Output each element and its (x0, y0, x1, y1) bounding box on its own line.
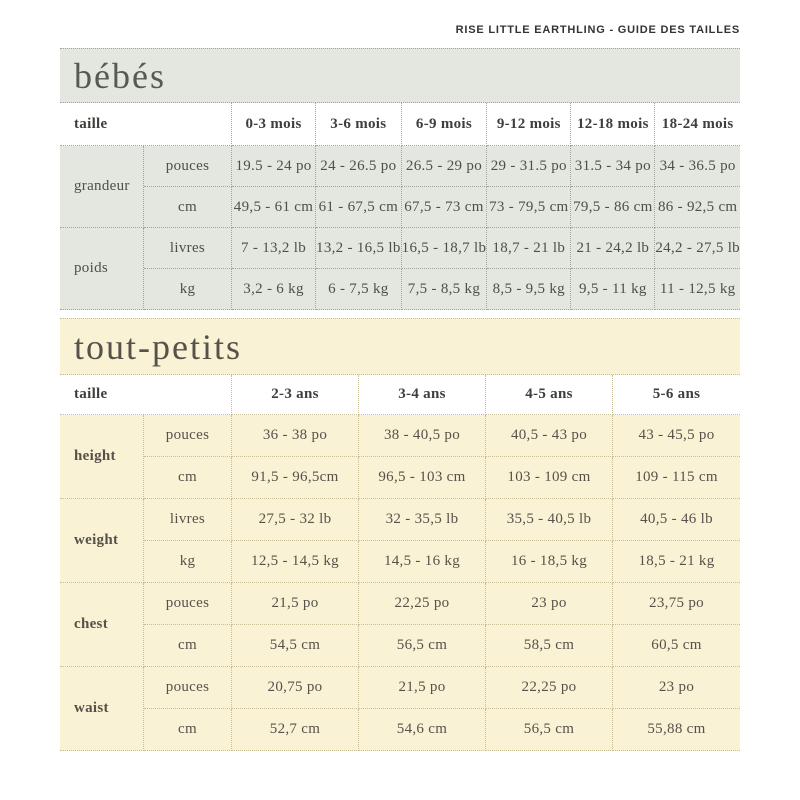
babies-column-header: 12-18 mois (571, 103, 655, 146)
babies-group-label-poids: poids (60, 228, 144, 310)
unit-label: kg (144, 269, 232, 310)
toddlers-size-header: taille (60, 375, 232, 415)
value-cell: 22,25 po (359, 583, 486, 625)
value-cell: 52,7 cm (232, 709, 359, 751)
value-cell: 21,5 po (232, 583, 359, 625)
value-cell: 61 - 67,5 cm (316, 187, 402, 228)
value-cell: 12,5 - 14,5 kg (232, 541, 359, 583)
value-cell: 103 - 109 cm (486, 457, 613, 499)
value-cell: 96,5 - 103 cm (359, 457, 486, 499)
value-cell: 14,5 - 16 kg (359, 541, 486, 583)
value-cell: 26.5 - 29 po (402, 146, 488, 187)
value-cell: 22,25 po (486, 667, 613, 709)
value-cell: 13,2 - 16,5 lb (316, 228, 402, 269)
toddlers-group-label-height: height (60, 415, 144, 499)
unit-label: cm (144, 187, 232, 228)
toddlers-table (60, 375, 740, 751)
toddlers-column-header: 5-6 ans (613, 375, 740, 415)
unit-label: pouces (144, 146, 232, 187)
value-cell: 9,5 - 11 kg (571, 269, 655, 310)
toddlers-group-label-waist: waist (60, 667, 144, 751)
babies-column-header: 6-9 mois (402, 103, 488, 146)
value-cell: 24,2 - 27,5 lb (655, 228, 740, 269)
value-cell: 54,6 cm (359, 709, 486, 751)
value-cell: 49,5 - 61 cm (232, 187, 316, 228)
value-cell: 16,5 - 18,7 lb (402, 228, 488, 269)
unit-label: cm (144, 709, 232, 751)
value-cell: 7,5 - 8,5 kg (402, 269, 488, 310)
value-cell: 40,5 - 43 po (486, 415, 613, 457)
value-cell: 60,5 cm (613, 625, 740, 667)
unit-label: livres (144, 228, 232, 269)
unit-label: cm (144, 457, 232, 499)
value-cell: 3,2 - 6 kg (232, 269, 316, 310)
value-cell: 23,75 po (613, 583, 740, 625)
value-cell: 58,5 cm (486, 625, 613, 667)
value-cell: 29 - 31.5 po (487, 146, 571, 187)
value-cell: 20,75 po (232, 667, 359, 709)
babies-group-label-grandeur: grandeur (60, 146, 144, 228)
value-cell: 27,5 - 32 lb (232, 499, 359, 541)
value-cell: 18,7 - 21 lb (487, 228, 571, 269)
babies-column-header: 18-24 mois (655, 103, 740, 146)
babies-column-header: 9-12 mois (487, 103, 571, 146)
value-cell: 67,5 - 73 cm (402, 187, 488, 228)
value-cell: 32 - 35,5 lb (359, 499, 486, 541)
value-cell: 8,5 - 9,5 kg (487, 269, 571, 310)
unit-label: pouces (144, 667, 232, 709)
value-cell: 79,5 - 86 cm (571, 187, 655, 228)
unit-label: pouces (144, 583, 232, 625)
unit-label: pouces (144, 415, 232, 457)
value-cell: 56,5 cm (486, 709, 613, 751)
babies-section (60, 48, 740, 310)
toddlers-column-header: 4-5 ans (486, 375, 613, 415)
value-cell: 34 - 36.5 po (655, 146, 740, 187)
value-cell: 38 - 40,5 po (359, 415, 486, 457)
value-cell: 109 - 115 cm (613, 457, 740, 499)
toddlers-group-label-weight: weight (60, 499, 144, 583)
value-cell: 18,5 - 21 kg (613, 541, 740, 583)
value-cell: 24 - 26.5 po (316, 146, 402, 187)
babies-table (60, 103, 740, 310)
value-cell: 43 - 45,5 po (613, 415, 740, 457)
value-cell: 23 po (486, 583, 613, 625)
value-cell: 36 - 38 po (232, 415, 359, 457)
brand-header: RISE LITTLE EARTHLING - GUIDE DES TAILLES (455, 24, 740, 36)
unit-label: cm (144, 625, 232, 667)
babies-column-header: 0-3 mois (232, 103, 316, 146)
value-cell: 23 po (613, 667, 740, 709)
toddlers-section (60, 318, 740, 751)
toddlers-column-header: 2-3 ans (232, 375, 359, 415)
value-cell: 91,5 - 96,5cm (232, 457, 359, 499)
value-cell: 16 - 18,5 kg (486, 541, 613, 583)
value-cell: 6 - 7,5 kg (316, 269, 402, 310)
value-cell: 35,5 - 40,5 lb (486, 499, 613, 541)
value-cell: 54,5 cm (232, 625, 359, 667)
babies-column-header: 3-6 mois (316, 103, 402, 146)
value-cell: 40,5 - 46 lb (613, 499, 740, 541)
value-cell: 21 - 24,2 lb (571, 228, 655, 269)
value-cell: 7 - 13,2 lb (232, 228, 316, 269)
value-cell: 73 - 79,5 cm (487, 187, 571, 228)
value-cell: 11 - 12,5 kg (655, 269, 740, 310)
value-cell: 86 - 92,5 cm (655, 187, 740, 228)
toddlers-group-label-chest: chest (60, 583, 144, 667)
value-cell: 19.5 - 24 po (232, 146, 316, 187)
unit-label: kg (144, 541, 232, 583)
babies-title: bébés (60, 49, 740, 103)
value-cell: 56,5 cm (359, 625, 486, 667)
toddlers-column-header: 3-4 ans (359, 375, 486, 415)
value-cell: 21,5 po (359, 667, 486, 709)
value-cell: 31.5 - 34 po (571, 146, 655, 187)
toddlers-title: tout-petits (60, 319, 740, 375)
babies-size-header: taille (60, 103, 232, 146)
unit-label: livres (144, 499, 232, 541)
value-cell: 55,88 cm (613, 709, 740, 751)
